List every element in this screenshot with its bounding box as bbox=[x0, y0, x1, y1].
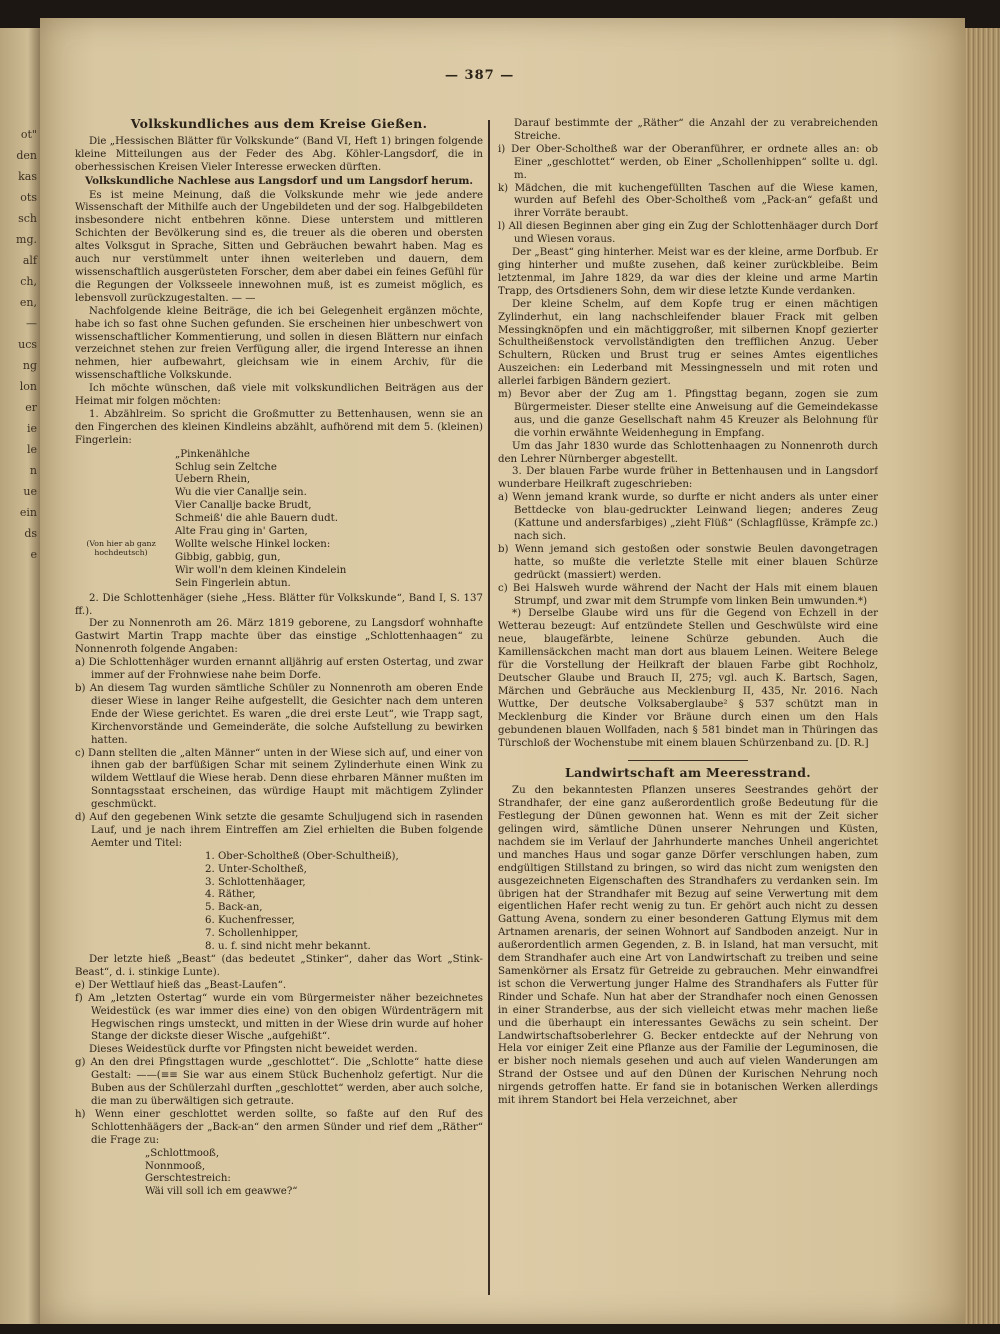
footnote: *) Derselbe Glaube wird uns für die Gegend von Echzell in der Wetterau bezeugt: Auf entzündete Stellen und Geschwülste wird eine neue, blaugefärbte, leinene Schürze gebunden. Auch die Kamillensäckchen macht man dort aus blauem Leinen. Weitere Belege für die Vorstellung der Heilkraft der blauen Farbe gibt Rochholz, Deutscher Glaube und Brauch II, 275; vgl. auch K. Bartsch, Sagen, Märchen und Gebräuche aus Mecklenburg II, 435, Nr. 2016. Nach Wuttke, Der deutsche Volksaberglaube² § 537 schützt man in Mecklenburg die Kinder vor Bräune durch einen um den Hals gebundenen blauen Wollfaden, nach § 581 bindet man in Thüringen das Türschloß der Wochenstube mit einem blauen Schürzenband zu. [D. R.] bbox=[498, 608, 878, 749]
list-item: c) Bei Halsweh wurde während der Nacht der Hals mit einem blauen Strumpf, und zwar mit dem Strumpfe vom linken Bein umwunden.*) bbox=[498, 582, 878, 607]
paragraph: Der „Beast“ ging hinterher. Meist war es der kleine, arme Dorfbub. Er ging hinterher und mußte zusehen, daß keiner zurückbleibe. Beim letztenmal, im Jahre 1829, da war dies der kleine und arme Martin Trapp, des Ortsdieners Sohn, dem wir diese letzte Kunde verdanken. bbox=[498, 247, 878, 297]
paragraph: 1. Abzählreim. So spricht die Großmutter zu Bettenhausen, wenn sie an den Fingerchen des kleinen Kindleins abzählt, aufhörend mit dem 5. (kleinen) Fingerlein: bbox=[75, 408, 483, 446]
verse-lines bbox=[75, 449, 483, 591]
margin-fragment: ue bbox=[23, 485, 37, 498]
verse-line: Nonnmooß, bbox=[145, 1160, 206, 1172]
list-item: m) Bevor aber der Zug am 1. Pfingsttag begann, zogen sie zum Bürgermeister. Dieser stellte eine Anweisung auf die Gemeindekasse aus, und die ganze Gesellschaft nahm 45 Kreuzer als Belohnung für die vorhin erwähnte Weidenhegung in Empfang. bbox=[498, 389, 878, 439]
margin-fragment: ch, bbox=[20, 275, 37, 288]
title-entry: 6. Kuchenfresser, bbox=[205, 915, 295, 927]
verse-line: Alte Frau ging in' Garten, bbox=[175, 526, 308, 538]
previous-page-edge bbox=[0, 28, 40, 1324]
title-entry: 3. Schlottenhäager, bbox=[205, 876, 306, 888]
paragraph: Der zu Nonnenroth am 26. März 1819 geborene, zu Langsdorf wohnhafte Gastwirt Martin Trapp machte über das einstige „Schlottenhaagen“ zu Nonnenroth folgende Angaben: bbox=[75, 618, 483, 656]
margin-fragment: n bbox=[29, 464, 37, 477]
margin-fragment: ds bbox=[24, 527, 37, 540]
article-body: Zu den bekanntesten Pflanzen unseres Seestrandes gehört der Strandhafer, der eine ganz außerordentlich große Bedeutung für die Festlegung der Dünen gewonnen hat. Wenn es mit der Zeit sicher gelingen wird, sämtliche Dünen unserer Nehrungen und Küsten, nachdem sie im Verlauf der Jahrhunderte manches Unheil angerichtet und manches Haus und sogar ganze Dörfer verschlungen haben, zum endgültigen Stillstand zu bringen, so wird das nicht zum wenigsten den ausgezeichneten Eigenschaften des Strandhafers zu verdanken sein. Im übrigen hat der Strandhafer mit Bezug auf seine Verwertung mit dem eigentlichen Hafer recht wenig zu tun. Er gehört auch nicht zu dessen Gattung Avena, sondern zu einer besonderen Gattung Elymus mit dem Artnamen arenaris, der seinen Wohnort auf Sandboden anzeigt. Nur in außerordentlich armen Gegenden, z. B. in Island, hat man versucht, mit dem Strandhafer auch eine Art von Landwirtschaft zu treiben und seine Samenkörner als Ersatz für Getreide zu gebrauchen. Mehr einwandfrei ist schon die Verwertung junger Halme des Strandhafers als Futter für Rinder und Schafe. Nun hat aber der Strandhafer noch einen Genossen in einer Stranderbse, aus der sich vielleicht etwas mehr machen ließe und die überhaupt ein interessantes Gewächs zu sein scheint. Der Landwirtschaftsoberlehrer G. Becker entdeckte auf der Nehrung von Hela vor einiger Zeit eine Pflanze aus der Familie der Leguminosen, die er bisher noch niemals gesehen und auch auf vielen Wanderungen am Strand der Ostsee und auf den Dünen der Kurischen Nehrung noch nirgends getroffen hatte. Er fand sie in botanischen Werken allerdings mit ihrem Standort bei Hela verzeichnet, aber bbox=[498, 785, 878, 1107]
verse-line: Schlug sein Zeltche bbox=[175, 461, 277, 473]
verse-line: Gerschtestreich: bbox=[145, 1173, 231, 1185]
intro-paragraph: Die „Hessischen Blätter für Volkskunde“ (Band VI, Heft 1) bringen folgende kleine Mitteilungen aus der Feder des Abg. Köhler-Langsdorf, die in oberhessischen Kreisen Vieler Interesse erwecken dürften. bbox=[75, 135, 483, 173]
left-column bbox=[75, 118, 483, 1278]
list-item: b) Wenn jemand sich gestoßen oder sonstwie Beulen davongetragen hatte, so mußte die verletzte Stelle mit einer blauen Schürze gedrückt (massiert) werden. bbox=[498, 543, 878, 581]
title-entry: 5. Back-an, bbox=[205, 902, 263, 914]
verse-line: Wu die vier Canallje sein. bbox=[175, 487, 307, 499]
paragraph: Der kleine Schelm, auf dem Kopfe trug er einen mächtigen Zylinderhut, ein lang nachschleifender blauer Frack mit gelben Messingknöpfen und ein mächtiggroßer, mit silbernen Knopf gezierter Schultheißenstock vervollständigten den trefflichen Anzug. Ueber Schultern, Rücken und Brust trug er seines Amtes eigentliches Auszeichen: ein Lederband mit Messingnesseln und mit roten und allerlei farbigen Bändern geziert. bbox=[498, 298, 878, 388]
verse-line: Wir woll'n dem kleinen Kindelein bbox=[175, 564, 347, 576]
paragraph: Um das Jahr 1830 wurde das Schlottenhaagen zu Nonnenroth durch den Lehrer Nürnberger abgestellt. bbox=[498, 440, 878, 465]
margin-fragment: ein bbox=[19, 506, 37, 519]
margin-fragment: den bbox=[16, 149, 37, 162]
margin-fragment: ot" bbox=[20, 128, 37, 141]
page-stack-edge bbox=[965, 28, 1000, 1324]
paragraph: Ich möchte wünschen, daß viele mit volkskundlichen Beiträgen aus der Heimat mir folgen möchten: bbox=[75, 383, 483, 408]
title-entry: 1. Ober-Scholtheß (Ober-Schultheiß), bbox=[205, 850, 399, 862]
paragraph: 2. Die Schlottenhäger (siehe „Hess. Blätter für Volkskunde“, Band I, S. 137 ff.). bbox=[75, 592, 483, 617]
verse-line: Wollte welsche Hinkel locken: bbox=[175, 539, 331, 550]
section-divider bbox=[628, 760, 748, 761]
paragraph: Dieses Weidestück durfte vor Pfingsten nicht beweidet werden. bbox=[89, 1044, 418, 1056]
column-divider bbox=[488, 120, 490, 1295]
title-entry: 2. Unter-Scholtheß, bbox=[205, 863, 307, 875]
margin-fragment: — bbox=[26, 317, 37, 330]
list-item: f) Am „letzten Ostertag“ wurde ein vom Bürgermeister näher bezeichnetes Weidestück (es war immer dies eine) von den obigen Würdenträgern mit Hegwischen rings umsteckt, und mitten in der Wiese drin wurde auf hoher Stange der dickste dieser Wische „aufgehißt“. bbox=[75, 992, 483, 1043]
title-entry: 4. Räther, bbox=[205, 889, 256, 901]
title-entry: 8. u. f. sind nicht mehr bekannt. bbox=[205, 941, 371, 953]
margin-fragment: alf bbox=[22, 254, 37, 267]
list-item: k) Mädchen, die mit kuchengefüllten Taschen auf die Wiese kamen, wurden auf Befehl des Ober-Scholtheß vom „Pack-an“ gefaßt und ihrer Vorräte beraubt. bbox=[498, 182, 878, 220]
margin-fragment: e bbox=[30, 548, 37, 561]
counting-rhyme bbox=[75, 449, 483, 591]
list-item: c) Dann stellten die „alten Männer“ unten in der Wiese sich auf, und einer von ihnen gab der barfüßigen Schar mit seinem Zylinderhute einen Wink zu wildem Wettlauf die Wiese herab. Denn diese ehrbaren Männer mußten im Sonntagsstaat erscheinen, das würdige Haupt mit mächtigem Zylinder geschmückt. bbox=[75, 747, 483, 811]
margin-fragment: lon bbox=[19, 380, 37, 393]
list-item: i) Der Ober-Scholtheß war der Oberanführer, er ordnete alles an: ob Einer „geschlottet“ werden, ob Einer „Schollenhippen“ sollte u. dgl. m. bbox=[498, 143, 878, 181]
margin-fragment: kas bbox=[18, 170, 37, 183]
list-item: g) An den drei Pfingsttagen wurde „geschlottet“. Die „Schlotte“ hatte diese Gestalt: ——(≡≡ Sie war aus einem Stück Buchenholz gefertigt. Nur die Buben aus der Schülerzahl durften „geschlottet“ werden, aber auch solche, die man zu überwältigen sich getraute. bbox=[75, 1057, 483, 1107]
verse-line: Gibbig, gabbig, gun, bbox=[175, 551, 281, 563]
article-heading-landwirtschaft: Landwirtschaft am Meeresstrand. bbox=[565, 765, 811, 781]
right-column bbox=[498, 118, 878, 1213]
verse-line: Wäi vill soll ich em geawwe?“ bbox=[145, 1186, 298, 1198]
title-entry: 7. Schollenhipper, bbox=[205, 928, 299, 940]
margin-fragment: en, bbox=[19, 296, 37, 309]
article-heading-volkskunde: Volkskundliches aus dem Kreise Gießen. bbox=[130, 118, 428, 131]
verse-line: Uebern Rhein, bbox=[175, 474, 251, 486]
list-item: d) Auf den gegebenen Wink setzte die gesamte Schuljugend sich in rasenden Lauf, und je nach ihrem Eintreffen am Ziel erhielten die Buben folgende Aemter und Titel: bbox=[75, 812, 483, 849]
paragraph: Es ist meine Meinung, daß die Volkskunde mehr wie jede andere Wissenschaft der Mithilfe auch der Ungebildeten und der sog. Halbgebildeten insbesondere nicht entbehren könne. Diese unterstem und mittleren Schichten der Bevölkerung sind es, die treuer als die oberen und obersten altes Volksgut in Sprache, Sitten und Gebräuchen bewahrt haben. Mag es auch nur verstümmelt unter ihnen weiterleben und dauern, dem wissenschaftlich ausgerüsteten Forscher, dem aber dabei ein feines Gefühl für die Regungen der Volksseele innewohnen muß, ist es zumeist möglich, es lebensvoll zurückzugestalten. — — bbox=[75, 189, 483, 304]
article-subheading: Volkskundliche Nachlese aus Langsdorf und um Langsdorf herum. bbox=[84, 174, 473, 187]
verse-line: Schmeiß' die ahle Bauern dudt. bbox=[175, 513, 338, 525]
margin-fragment: ucs bbox=[18, 338, 37, 351]
verse-line: „Schlottmooß, bbox=[145, 1147, 220, 1159]
list-item: e) Der Wettlauf hieß das „Beast-Laufen“. bbox=[75, 979, 287, 991]
paragraph: Nachfolgende kleine Beiträge, die ich bei Gelegenheit ergänzen möchte, habe ich so fast ohne Suchen gefunden. Sie erscheinen hier unbeschwert von wissenschaftlicher Kommentierung, und sollen in diesen Blättern nur einfach verzeichnet stehen zur freien Verfügung aller, die irgend Interesse an ihnen nehmen, hier aufbewahrt, gleichsam wie in einem Archiv, für die wissenschaftliche Volkskunde. bbox=[75, 305, 483, 382]
margin-fragment: er bbox=[25, 401, 37, 414]
margin-fragment: mg. bbox=[16, 233, 37, 246]
margin-fragment: ots bbox=[20, 191, 37, 204]
list-item: h) Wenn einer geschlottet werden sollte, so faßte auf den Ruf des Schlottenhäägers der „Back-an“ den armen Sünder und rief dem „Räther“ die Frage zu: bbox=[75, 1108, 483, 1146]
verse-line: Vier Canallje backe Brudt, bbox=[175, 500, 312, 512]
list-item: l) All diesen Beginnen aber ging ein Zug der Schlottenhäager durch Dorf und Wiesen voraus. bbox=[498, 221, 878, 246]
margin-fragment: ng bbox=[22, 359, 37, 372]
list-item: a) Die Schlottenhäger wurden ernannt alljährig auf ersten Ostertag, und zwar immer auf der Frohnwiese nahe beim Dorfe. bbox=[75, 657, 483, 682]
paragraph: Darauf bestimmte der „Räther“ die Anzahl der zu verabreichenden Streiche. bbox=[514, 118, 878, 142]
verse-line: „Pinkenählche bbox=[175, 448, 250, 460]
paragraph: Der letzte hieß „Beast“ (das bedeutet „Stinker“, daher das Wort „Stink-Beast“, d. i. stinkige Lunte). bbox=[75, 954, 483, 978]
list-item: b) An diesem Tag wurden sämtliche Schüler zu Nonnenroth am oberen Ende dieser Wiese in langer Reihe aufgestellt, die Gesichter nach dem unteren Ende der Wiese gerichtet. Es waren „die drei erste Leut“, wie Trapp sagt, Kirchenvorstände und Gemeinderäte, die solche Aufstellung zu bewirken hatten. bbox=[75, 682, 483, 746]
margin-fragment: le bbox=[26, 443, 37, 456]
margin-fragment: sch bbox=[18, 212, 37, 225]
side-note: (Von hier ab ganz hochdeutsch) bbox=[86, 538, 156, 557]
page-number: — 387 — bbox=[445, 68, 515, 83]
titles-list bbox=[75, 851, 483, 954]
list-item: a) Wenn jemand krank wurde, so durfte er nicht anders als unter einer Bettdecke von blau-gedruckter Leinwand liegen; anderes Zeug (Kattune und andersfarbiges) „zieht Flüß“ (Schlagflüsse, Krämpfe zc.) nach sich. bbox=[498, 492, 878, 542]
paragraph: 3. Der blauen Farbe wurde früher in Bettenhausen und in Langsdorf wunderbare Heilkraft zugeschrieben: bbox=[498, 466, 878, 491]
verse-line: Sein Fingerlein abtun. bbox=[175, 577, 291, 589]
margin-fragment: ie bbox=[26, 422, 37, 435]
question-verse bbox=[75, 1148, 483, 1200]
